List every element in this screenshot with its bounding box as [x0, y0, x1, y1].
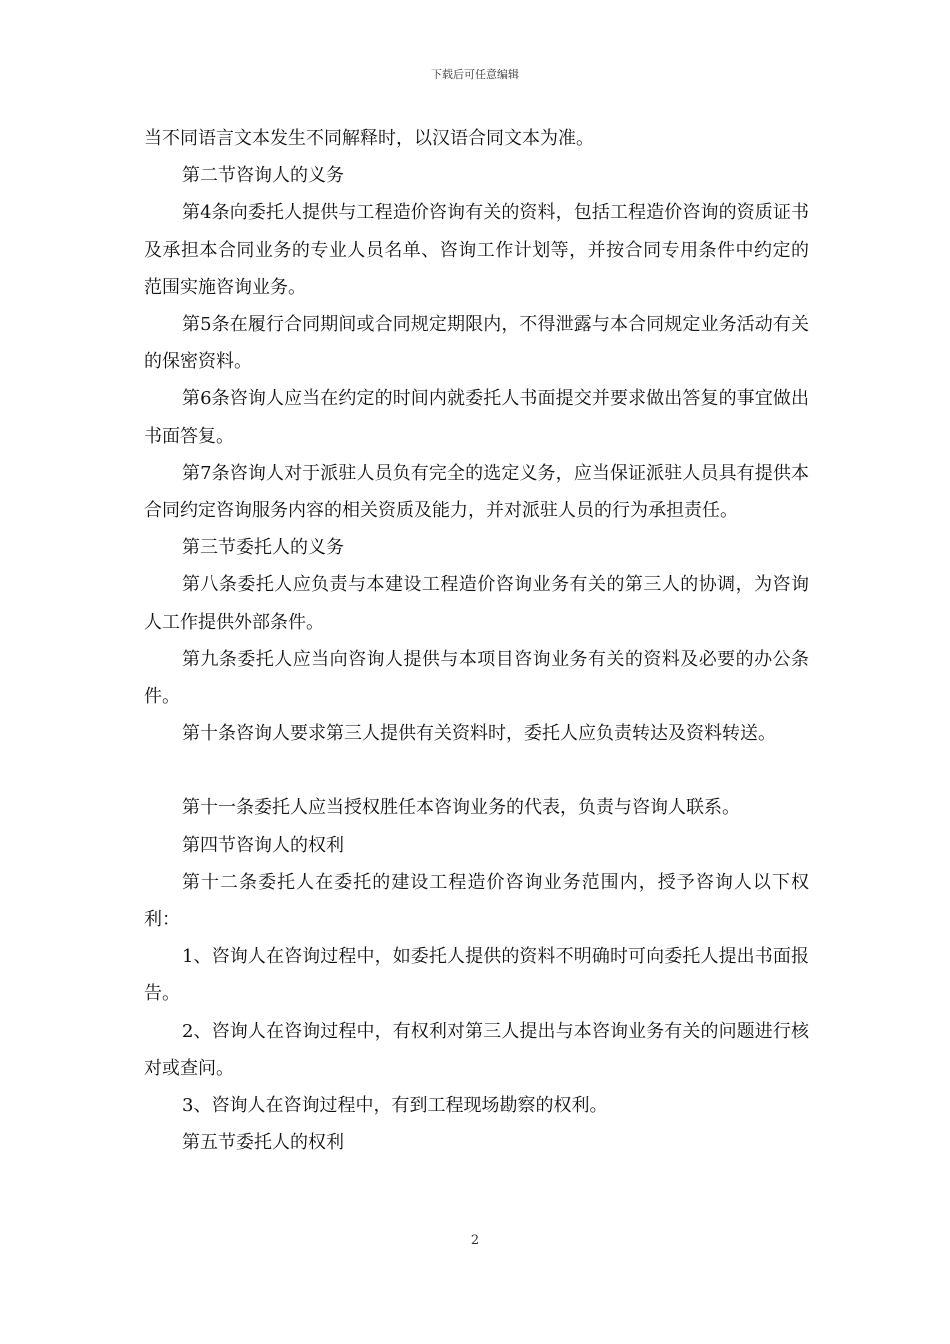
article-12: 第十二条委托人在委托的建设工程造价咨询业务范围内，授予咨询人以下权利： — [144, 871, 809, 931]
paragraph-gap — [144, 752, 809, 789]
article-5: 第5条在履行合同期间或合同规定期限内，不得泄露与本合同规定业务活动有关的保密资料。 — [144, 314, 809, 373]
section-heading-3: 第三节委托人的义务 — [182, 537, 344, 559]
article-7: 第7条咨询人对于派驻人员负有完全的选定义务，应当保证派驻人员具有提供本合同约定咨询服务内容的相关资质及能力，并对派驻人员的行为承担责任。 — [144, 462, 809, 522]
section-heading-2: 第二节咨询人的义务 — [182, 165, 344, 187]
page-number: 2 — [470, 1233, 480, 1248]
article-9: 第九条委托人应当向咨询人提供与本项目咨询业务有关的资料及必要的办公条件。 — [144, 648, 809, 708]
article-11: 第十一条委托人应当授权胜任本咨询业务的代表，负责与咨询人联系。 — [182, 797, 740, 819]
article-6: 第6条咨询人应当在约定的时间内就委托人书面提交并要求做出答复的事宜做出书面答复。 — [144, 388, 809, 447]
section-heading-5: 第五节委托人的权利 — [182, 1132, 344, 1154]
page-header: 下载后可任意编辑 — [431, 68, 519, 81]
paragraph-continuation: 当不同语言文本发生不同解释时，以汉语合同文本为准。 — [144, 128, 594, 149]
article-10: 第十条咨询人要求第三人提供有关资料时，委托人应负责转达及资料转送。 — [182, 723, 776, 745]
article-4: 第4条向委托人提供与工程造价咨询有关的资料，包括工程造价咨询的资质证书及承担本合同业务的专业人员名单、咨询工作计划等，并按合同专用条件中约定的范围实施咨询业务。 — [144, 202, 809, 298]
right-item-2: 2、咨询人在咨询过程中，有权利对第三人提出与本咨询业务有关的问题进行核对或查问。 — [144, 1020, 809, 1079]
document-body — [144, 120, 809, 1161]
right-item-3: 3、咨询人在咨询过程中，有到工程现场勘察的权利。 — [182, 1095, 608, 1117]
right-item-1: 1、咨询人在咨询过程中，如委托人提供的资料不明确时可向委托人提出书面报告。 — [144, 946, 809, 1005]
article-8: 第八条委托人应负责与本建设工程造价咨询业务有关的第三人的协调，为咨询人工作提供外部条件。 — [144, 574, 809, 633]
section-heading-4: 第四节咨询人的权利 — [182, 834, 344, 856]
